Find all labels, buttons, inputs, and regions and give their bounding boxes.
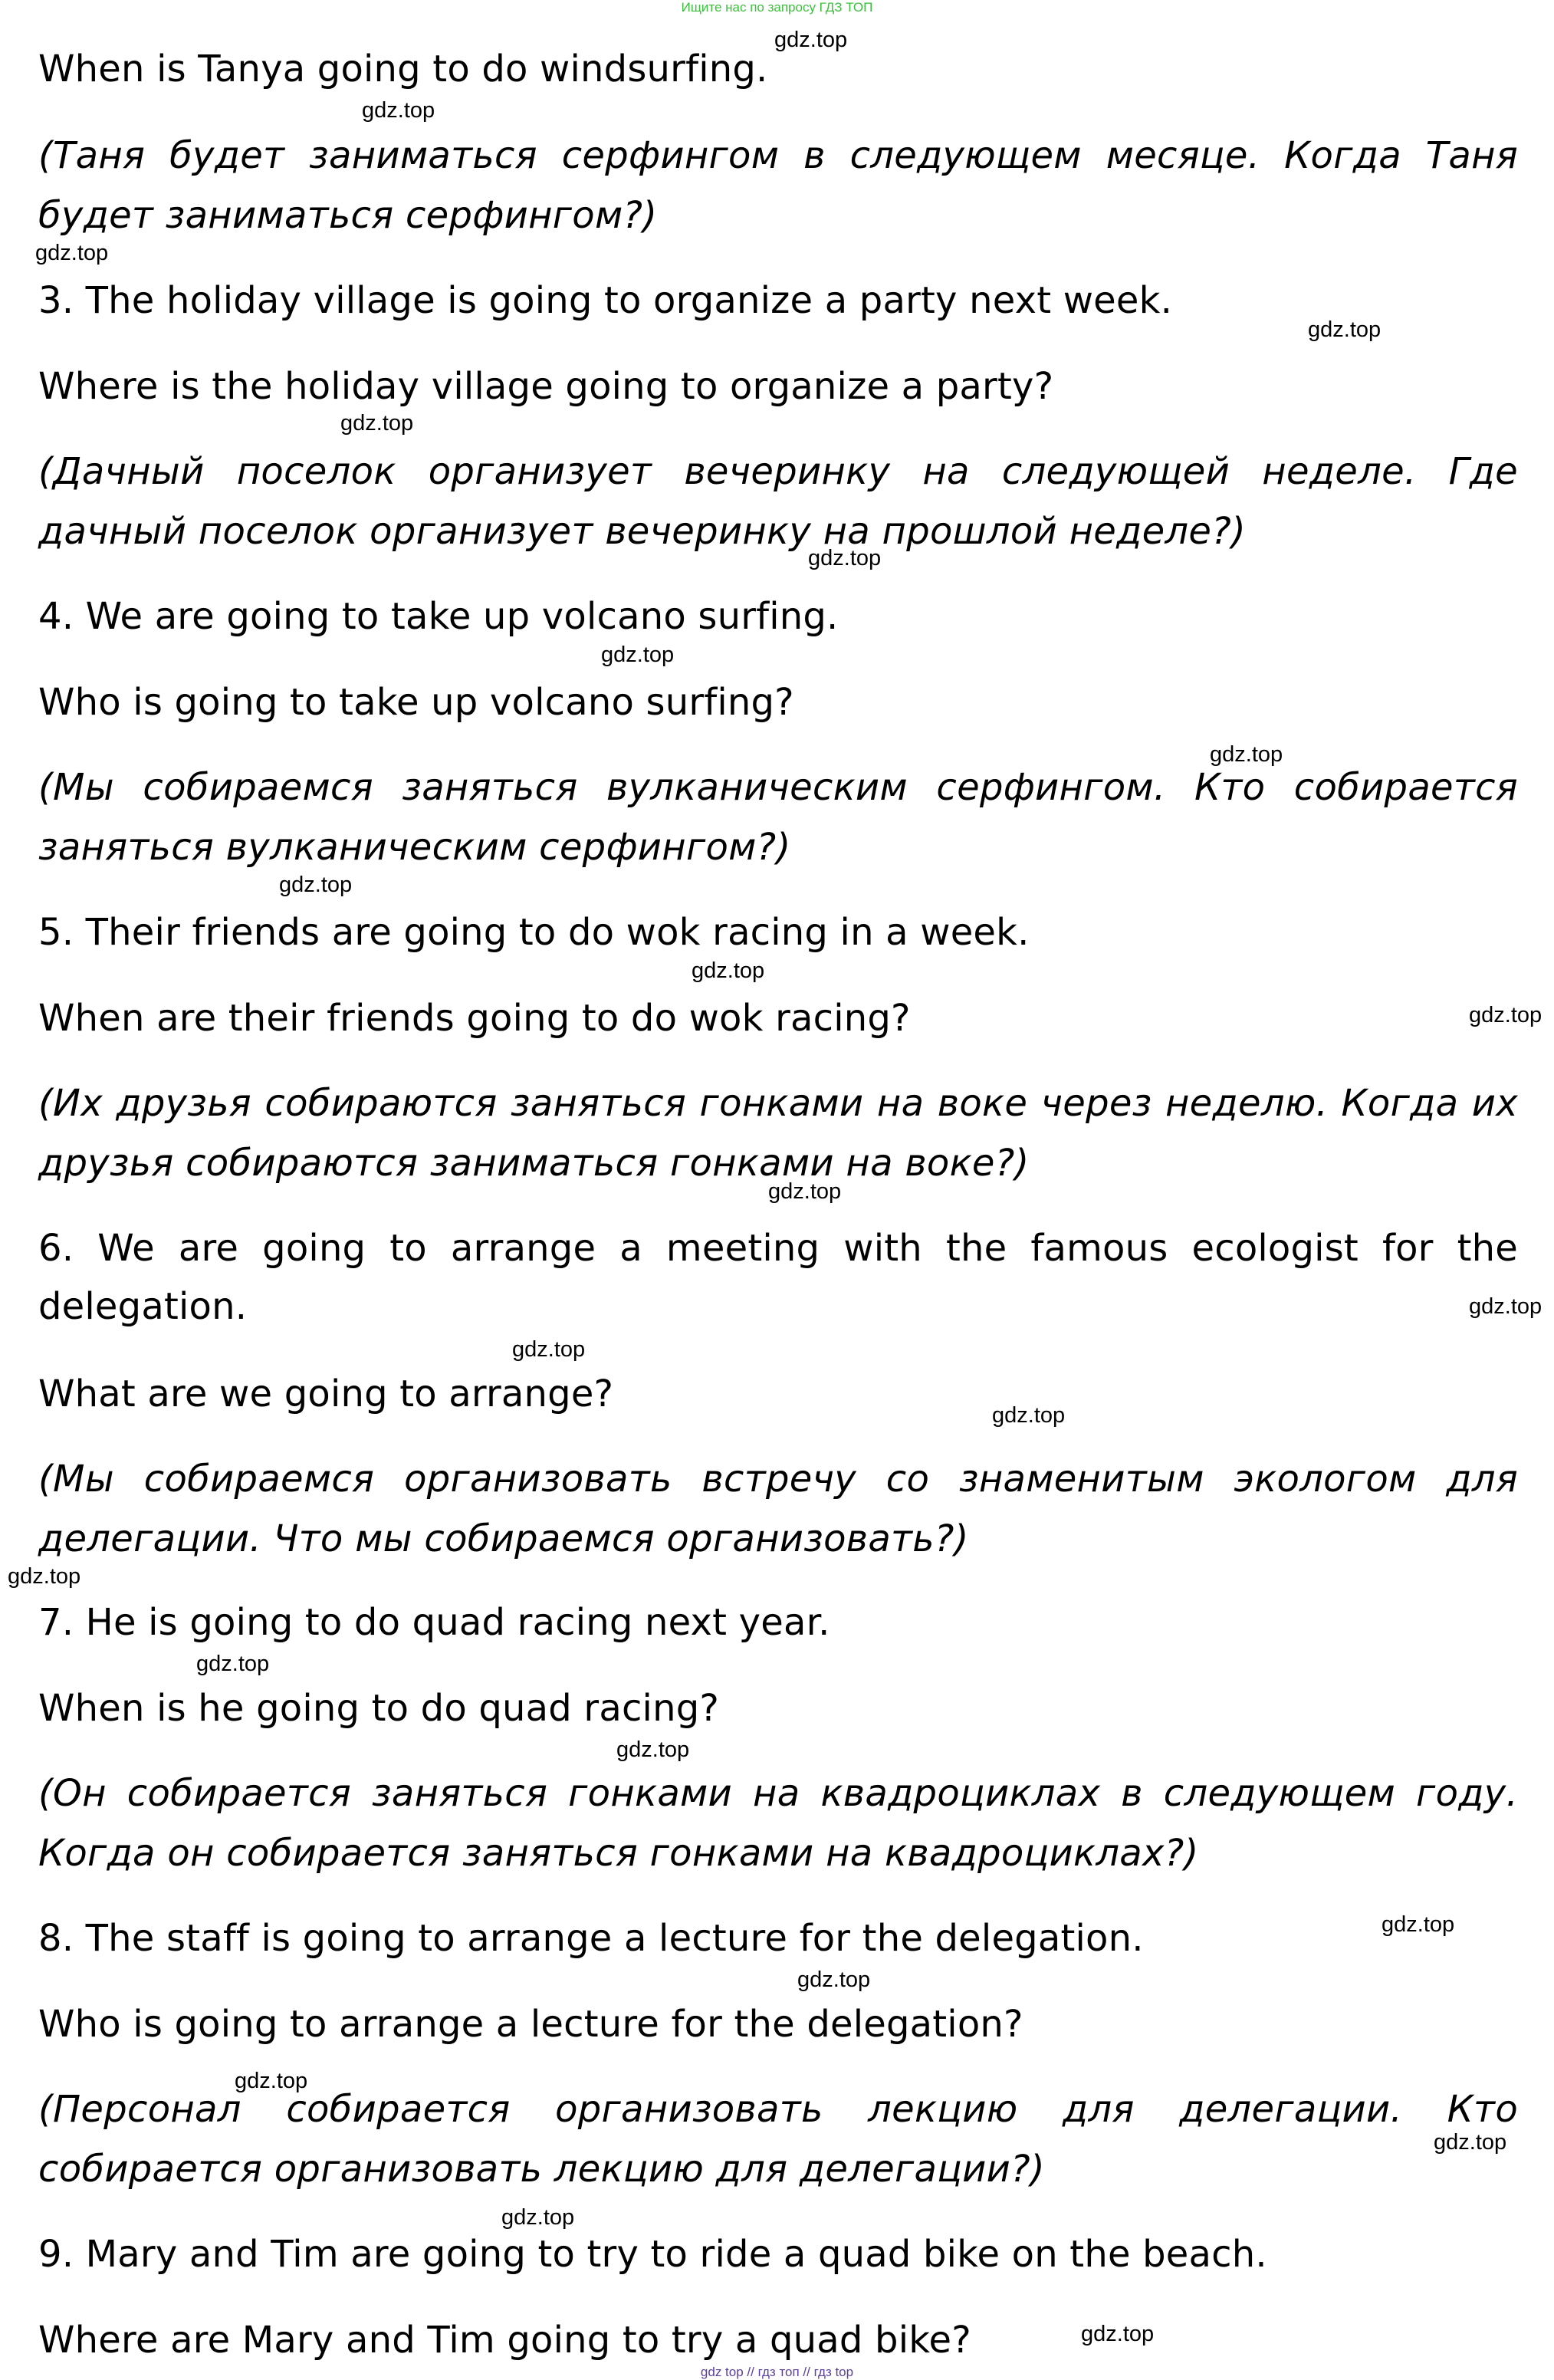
watermark: gdz.top — [1210, 742, 1283, 767]
watermark: gdz.top — [808, 546, 882, 570]
q3-statement: 3. The holiday village is going to organize a party next week. — [38, 279, 1173, 322]
q4-statement: 4. We are going to take up volcano surfing. — [38, 595, 839, 638]
watermark: gdz.top — [1469, 1294, 1543, 1319]
watermark: gdz.top — [196, 1652, 270, 1676]
q4-question: Who is going to take up volcano surfing? — [38, 681, 794, 724]
watermark: gdz.top — [797, 1967, 871, 1992]
watermark: gdz.top — [1382, 1912, 1455, 1937]
watermark: gdz.top — [1081, 2322, 1155, 2346]
q2-question: When is Tanya going to do windsurfing. — [38, 48, 768, 90]
watermark: gdz.top — [1308, 317, 1382, 342]
watermark: gdz.top — [35, 241, 109, 265]
q9-statement: 9. Mary and Tim are going to try to ride a quad bike on the beach. — [38, 2233, 1267, 2276]
watermark: gdz.top — [279, 873, 353, 897]
watermark: gdz.top — [1469, 1003, 1543, 1027]
q7-translation: (Он собирается заняться гонками на квадроциклах в следующем году. Когда он собирается заняться гонками на квадроциклах?) — [38, 1772, 1518, 1875]
q6-translation: (Мы собираемся организовать встречу со знаменитым экологом для делегации. Что мы собираемся организовать?) — [38, 1458, 1518, 1560]
q5-statement: 5. Their friends are going to do wok racing in a week. — [38, 911, 1030, 954]
watermark: gdz.top — [774, 28, 848, 52]
watermark: gdz.top — [616, 1737, 690, 1762]
watermark: gdz.top — [1434, 2130, 1507, 2155]
q4-translation: (Мы собираемся заняться вулканическим серфингом. Кто собирается заняться вулканическим серфингом?) — [38, 766, 1518, 869]
watermark: gdz.top — [340, 411, 414, 436]
watermark: gdz.top — [768, 1179, 842, 1204]
q6-statement: 6. We are going to arrange a meeting with the famous ecologist for the delegation. — [38, 1227, 1518, 1328]
q3-translation: (Дачный поселок организует вечеринку на следующей неделе. Где дачный поселок организует вечеринку на прошлой неделе?) — [38, 450, 1518, 553]
watermark: gdz.top — [235, 2069, 308, 2093]
q6-question: What are we going to arrange? — [38, 1372, 614, 1415]
q5-question: When are their friends going to do wok racing? — [38, 997, 911, 1040]
q5-translation: (Их друзья собираются заняться гонками на воке через неделю. Когда их друзья собираются заниматься гонками на воке?) — [38, 1082, 1518, 1185]
watermark: gdz.top — [512, 1337, 586, 1362]
q8-translation: (Персонал собирается организовать лекцию для делегации. Кто собирается организовать лекцию для делегации?) — [38, 2088, 1518, 2191]
q2-translation: (Таня будет заниматься серфингом в следующем месяце. Когда Таня будет заниматься серфингом?) — [38, 134, 1518, 237]
watermark: gdz.top — [501, 2205, 575, 2230]
watermark: gdz.top — [992, 1403, 1066, 1428]
watermark: gdz.top — [362, 98, 435, 123]
watermark: gdz.top — [601, 643, 675, 667]
q9-question: Where are Mary and Tim going to try a quad bike? — [38, 2319, 971, 2362]
q3-question: Where is the holiday village going to organize a party? — [38, 365, 1054, 408]
footer-note: gdz top // гдз топ // гдз top — [700, 2365, 854, 2379]
header-note: Ищите нас по запросу ГДЗ ТОП — [681, 0, 873, 15]
watermark: gdz.top — [8, 1564, 81, 1589]
q8-question: Who is going to arrange a lecture for the delegation? — [38, 2003, 1023, 2046]
q7-statement: 7. He is going to do quad racing next year. — [38, 1601, 830, 1644]
watermark: gdz.top — [692, 958, 765, 983]
q7-question: When is he going to do quad racing? — [38, 1687, 720, 1730]
q8-statement: 8. The staff is going to arrange a lecture for the delegation. — [38, 1917, 1144, 1960]
